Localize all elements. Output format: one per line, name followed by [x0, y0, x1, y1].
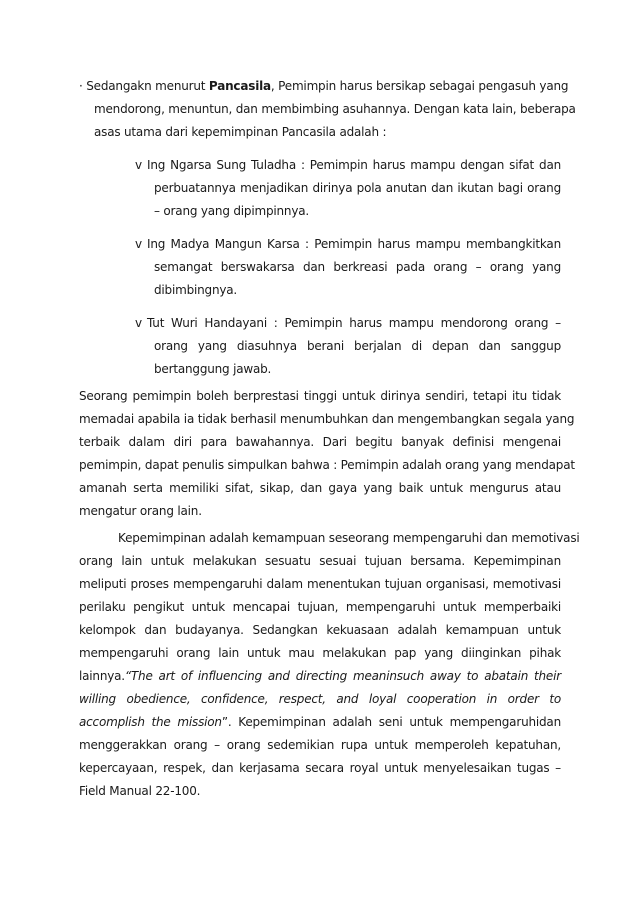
list-item-3-line-2: orang yang diasuhnya berani berjalan di depan dan sanggup [154, 339, 561, 353]
paragraph-1-line: memadai apabila ia tidak berhasil menumbuhkan dan mengembangkan segala yang [79, 412, 575, 426]
list-marker: v [135, 316, 142, 330]
quote-line-2: willing obedience, confidence, respect, and loyal cooperation in order to [79, 692, 561, 706]
list-marker: v [135, 237, 142, 251]
paragraph-2-line: Kepemimpinan adalah kemampuan seseorang mempengaruhi dan memotivasi [118, 531, 580, 545]
list-item-2-line-1: Ing Madya Mangun Karsa : Pemimpin harus mampu membangkitkan [147, 237, 561, 251]
quote-line-3 [79, 714, 561, 730]
list-item-1-line-2: perbuatannya menjadikan dirinya pola anutan dan ikutan bagi orang [154, 181, 561, 195]
intro-bold-term: Pancasila [208, 79, 271, 93]
paragraph-1-line: pemimpin, dapat penulis simpulkan bahwa : Pemimpin adalah orang yang mendapat [79, 458, 575, 472]
quote-line-1 [79, 668, 561, 684]
list-item-2-line-3: dibimbingnya. [154, 283, 238, 297]
paragraph-2-line: Field Manual 22-100. [79, 784, 201, 798]
intro-suffix: , Pemimpin harus bersikap sebagai pengasuh yang [270, 79, 569, 93]
paragraph-1-line: Seorang pemimpin boleh berprestasi tinggi untuk dirinya sendiri, tetapi itu tidak [79, 389, 561, 403]
paragraph-2-line: menggerakkan orang – orang sedemikian rupa untuk memperoleh kepatuhan, [79, 738, 561, 752]
quote-after: ”. Kepemimpinan adalah seni untuk mempengaruhidan [221, 715, 561, 729]
list-item-1-line-1: Ing Ngarsa Sung Tuladha : Pemimpin harus mampu dengan sifat dan [147, 158, 561, 172]
intro-line-2: mendorong, menuntun, dan membimbing asuhannya. Dengan kata lain, beberapa [94, 102, 576, 116]
paragraph-2-line: kepercayaan, respek, dan kerjasama secara royal untuk menyelesaikan tugas – [79, 761, 561, 775]
quote-text-end: accomplish the mission [79, 715, 222, 729]
intro-line-3: asas utama dari kepemimpinan Pancasila adalah : [94, 125, 387, 139]
paragraph-2-line: orang lain untuk melakukan sesuatu sesuai tujuan bersama. Kepemimpinan [79, 554, 561, 568]
paragraph-1-line: terbaik dalam diri para bawahannya. Dari begitu banyak definisi mengenai [79, 435, 561, 449]
intro-prefix: Sedangakn menurut [86, 79, 209, 93]
quote-text: “The art of influencing and directing meaninsuch away to abatain their [124, 669, 561, 683]
paragraph-2-line: perilaku pengikut untuk mencapai tujuan, mempengaruhi untuk memperbaiki [79, 600, 561, 614]
intro-line-1 [79, 78, 569, 94]
list-item-3-line-3: bertanggung jawab. [154, 362, 272, 376]
paragraph-2-line: meliputi proses mempengaruhi dalam menentukan tujuan organisasi, memotivasi [79, 577, 561, 591]
paragraph-1-line: mengatur orang lain. [79, 504, 202, 518]
list-item-3-line-1: Tut Wuri Handayani : Pemimpin harus mampu mendorong orang – [147, 316, 561, 330]
quote-lead: lainnya. [79, 669, 125, 683]
list-item-2-line-2: semangat berswakarsa dan berkreasi pada orang – orang yang [154, 260, 561, 274]
list-marker: v [135, 158, 142, 172]
paragraph-1-line: amanah serta memiliki sifat, sikap, dan gaya yang baik untuk mengurus atau [79, 481, 561, 495]
paragraph-2-line: mempengaruhi orang lain untuk mau melakukan pap yang diinginkan pihak [79, 646, 561, 660]
bullet: · [79, 79, 83, 93]
list-item-1-line-3: – orang yang dipimpinnya. [154, 204, 309, 218]
paragraph-2-line: kelompok dan budayanya. Sedangkan kekuasaan adalah kemampuan untuk [79, 623, 561, 637]
